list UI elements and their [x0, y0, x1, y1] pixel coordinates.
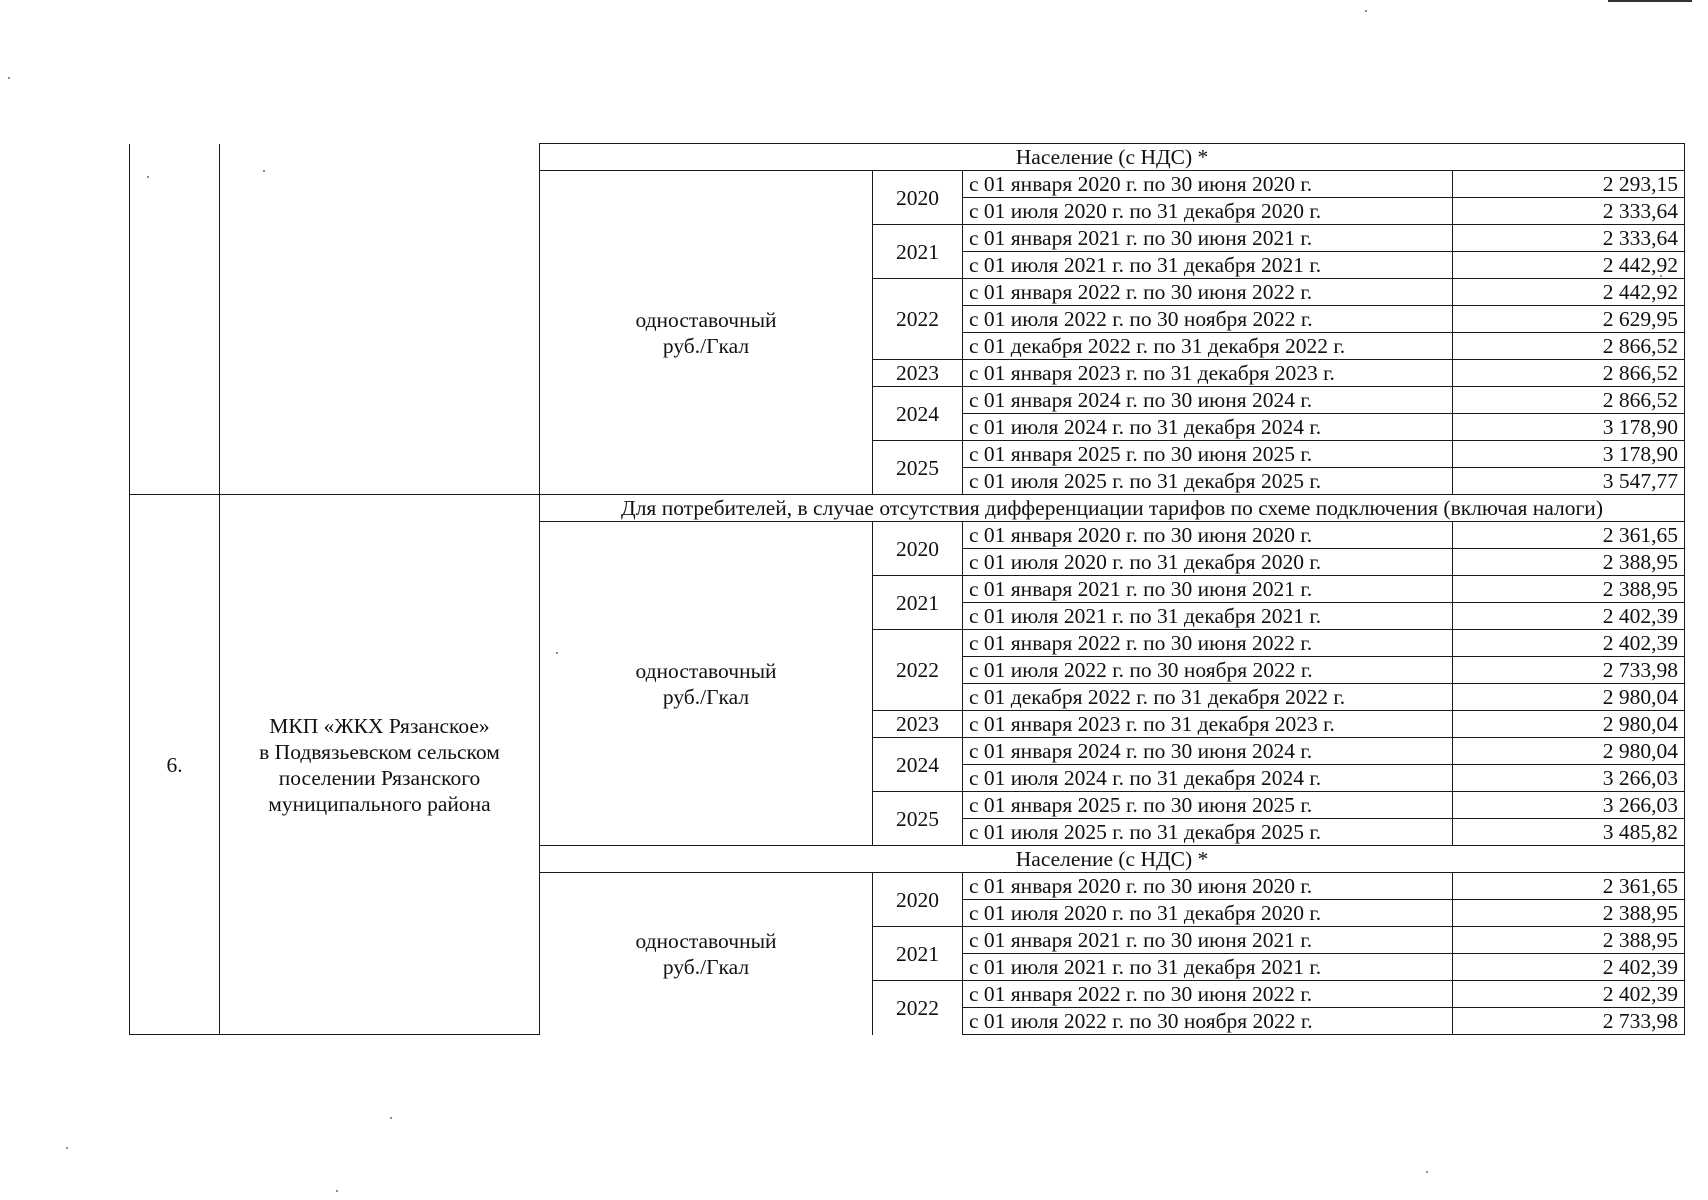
year-cell: 2021	[873, 225, 963, 279]
tariff-unit-label: руб./Гкал	[662, 333, 750, 358]
year-cell: 2020	[873, 873, 963, 927]
tariff-value-cell: 3 485,82	[1453, 819, 1685, 846]
tariff-table	[129, 143, 1685, 1035]
period-cell: с 01 января 2025 г. по 30 июня 2025 г.	[963, 792, 1453, 819]
period-cell: с 01 июля 2020 г. по 31 декабря 2020 г.	[963, 549, 1453, 576]
tariff-value-cell: 3 266,03	[1453, 765, 1685, 792]
tariff-value-cell: 3 178,90	[1453, 441, 1685, 468]
organization-name-line: муниципального района	[268, 791, 491, 816]
tariff-type-label: одноставочный	[635, 307, 777, 332]
tariff-value-cell: 2 442,92	[1453, 279, 1685, 306]
tariff-value-cell: 2 333,64	[1453, 198, 1685, 225]
year-cell: 2022	[873, 630, 963, 711]
period-cell: с 01 июля 2022 г. по 30 ноября 2022 г.	[963, 1008, 1453, 1035]
section-header-row	[130, 144, 1685, 171]
tariff-value-cell: 2 388,95	[1453, 549, 1685, 576]
section-header-row	[130, 495, 1685, 522]
tariff-value-cell: 2 402,39	[1453, 630, 1685, 657]
period-cell: с 01 июля 2020 г. по 31 декабря 2020 г.	[963, 900, 1453, 927]
tariff-value-cell: 2 388,95	[1453, 900, 1685, 927]
period-cell: с 01 января 2020 г. по 30 июня 2020 г.	[963, 171, 1453, 198]
scan-speck	[8, 77, 10, 79]
period-cell: с 01 июля 2021 г. по 31 декабря 2021 г.	[963, 954, 1453, 981]
year-cell: 2020	[873, 171, 963, 225]
year-cell: 2022	[873, 981, 963, 1035]
period-cell: с 01 января 2021 г. по 30 июня 2021 г.	[963, 225, 1453, 252]
tariff-value-cell: 2 388,95	[1453, 576, 1685, 603]
tariff-value-cell: 2 402,39	[1453, 981, 1685, 1008]
period-cell: с 01 января 2024 г. по 30 июня 2024 г.	[963, 387, 1453, 414]
section-header: Население (с НДС) *	[540, 144, 1685, 171]
period-cell: с 01 января 2022 г. по 30 июня 2022 г.	[963, 630, 1453, 657]
year-cell: 2024	[873, 738, 963, 792]
year-cell: 2020	[873, 522, 963, 576]
period-cell: с 01 июля 2025 г. по 31 декабря 2025 г.	[963, 819, 1453, 846]
tariff-value-cell: 2 866,52	[1453, 333, 1685, 360]
period-cell: с 01 июля 2020 г. по 31 декабря 2020 г.	[963, 198, 1453, 225]
tariff-type-cell	[540, 522, 873, 846]
year-cell: 2024	[873, 387, 963, 441]
tariff-table-body	[130, 144, 1685, 1035]
scan-speck	[66, 1147, 68, 1149]
scan-speck	[1365, 10, 1367, 12]
period-cell: с 01 июля 2024 г. по 31 декабря 2024 г.	[963, 414, 1453, 441]
tariff-unit-label: руб./Гкал	[662, 684, 750, 709]
tariff-value-cell: 3 178,90	[1453, 414, 1685, 441]
period-cell: с 01 декабря 2022 г. по 31 декабря 2022 г.	[963, 684, 1453, 711]
period-cell: с 01 января 2023 г. по 31 декабря 2023 г.	[963, 711, 1453, 738]
period-cell: с 01 января 2022 г. по 30 июня 2022 г.	[963, 981, 1453, 1008]
tariff-value-cell: 2 733,98	[1453, 657, 1685, 684]
tariff-value-cell: 2 866,52	[1453, 387, 1685, 414]
section-header: Население (с НДС) *	[540, 846, 1685, 873]
page-edge-rule	[1608, 0, 1692, 2]
year-cell: 2021	[873, 927, 963, 981]
tariff-value-cell: 2 361,65	[1453, 522, 1685, 549]
year-cell: 2023	[873, 360, 963, 387]
period-cell: с 01 января 2021 г. по 30 июня 2021 г.	[963, 927, 1453, 954]
tariff-value-cell: 2 402,39	[1453, 603, 1685, 630]
organization-cell	[220, 144, 540, 495]
row-number: 6.	[166, 752, 183, 777]
tariff-value-cell: 2 629,95	[1453, 306, 1685, 333]
period-cell: с 01 июля 2021 г. по 31 декабря 2021 г.	[963, 252, 1453, 279]
period-cell: с 01 июля 2022 г. по 30 ноября 2022 г.	[963, 306, 1453, 333]
organization-cell	[220, 495, 540, 1035]
organization-name-line: поселении Рязанского	[278, 765, 481, 790]
period-cell: с 01 июля 2021 г. по 31 декабря 2021 г.	[963, 603, 1453, 630]
tariff-value-cell: 2 733,98	[1453, 1008, 1685, 1035]
tariff-unit-label: руб./Гкал	[662, 954, 750, 979]
tariff-value-cell: 3 547,77	[1453, 468, 1685, 495]
period-cell: с 01 января 2024 г. по 30 июня 2024 г.	[963, 738, 1453, 765]
year-cell: 2025	[873, 792, 963, 846]
tariff-value-cell: 2 293,15	[1453, 171, 1685, 198]
period-cell: с 01 июля 2025 г. по 31 декабря 2025 г.	[963, 468, 1453, 495]
row-number-cell	[130, 144, 220, 495]
period-cell: с 01 декабря 2022 г. по 31 декабря 2022 г.	[963, 333, 1453, 360]
tariff-value-cell: 2 442,92	[1453, 252, 1685, 279]
year-cell: 2021	[873, 576, 963, 630]
scan-speck	[336, 1190, 338, 1192]
row-number-cell	[130, 495, 220, 1035]
organization-name-line: МКП «ЖКХ Рязанское»	[269, 713, 490, 738]
period-cell: с 01 января 2020 г. по 30 июня 2020 г.	[963, 873, 1453, 900]
tariff-value-cell: 2 980,04	[1453, 738, 1685, 765]
period-cell: с 01 июля 2024 г. по 31 декабря 2024 г.	[963, 765, 1453, 792]
period-cell: с 01 января 2021 г. по 30 июня 2021 г.	[963, 576, 1453, 603]
tariff-value-cell: 2 866,52	[1453, 360, 1685, 387]
tariff-value-cell: 2 980,04	[1453, 684, 1685, 711]
period-cell: с 01 января 2020 г. по 30 июня 2020 г.	[963, 522, 1453, 549]
tariff-value-cell: 3 266,03	[1453, 792, 1685, 819]
tariff-value-cell: 2 388,95	[1453, 927, 1685, 954]
tariff-type-label: одноставочный	[635, 928, 777, 953]
scan-speck	[390, 1117, 392, 1119]
period-cell: с 01 января 2025 г. по 30 июня 2025 г.	[963, 441, 1453, 468]
period-cell: с 01 января 2022 г. по 30 июня 2022 г.	[963, 279, 1453, 306]
tariff-type-label: одноставочный	[635, 658, 777, 683]
period-cell: с 01 января 2023 г. по 31 декабря 2023 г.	[963, 360, 1453, 387]
tariff-value-cell: 2 980,04	[1453, 711, 1685, 738]
year-cell: 2023	[873, 711, 963, 738]
tariff-type-cell	[540, 171, 873, 495]
tariff-value-cell: 2 402,39	[1453, 954, 1685, 981]
section-header: Для потребителей, в случае отсутствия дифференциации тарифов по схеме подключения (включая налоги)	[540, 495, 1685, 522]
year-cell: 2022	[873, 279, 963, 360]
organization-name-line: в Подвязьевском сельском	[259, 739, 500, 764]
tariff-value-cell: 2 333,64	[1453, 225, 1685, 252]
tariff-value-cell: 2 361,65	[1453, 873, 1685, 900]
tariff-type-cell	[540, 873, 873, 1035]
scan-speck	[1426, 1171, 1428, 1173]
year-cell: 2025	[873, 441, 963, 495]
period-cell: с 01 июля 2022 г. по 30 ноября 2022 г.	[963, 657, 1453, 684]
